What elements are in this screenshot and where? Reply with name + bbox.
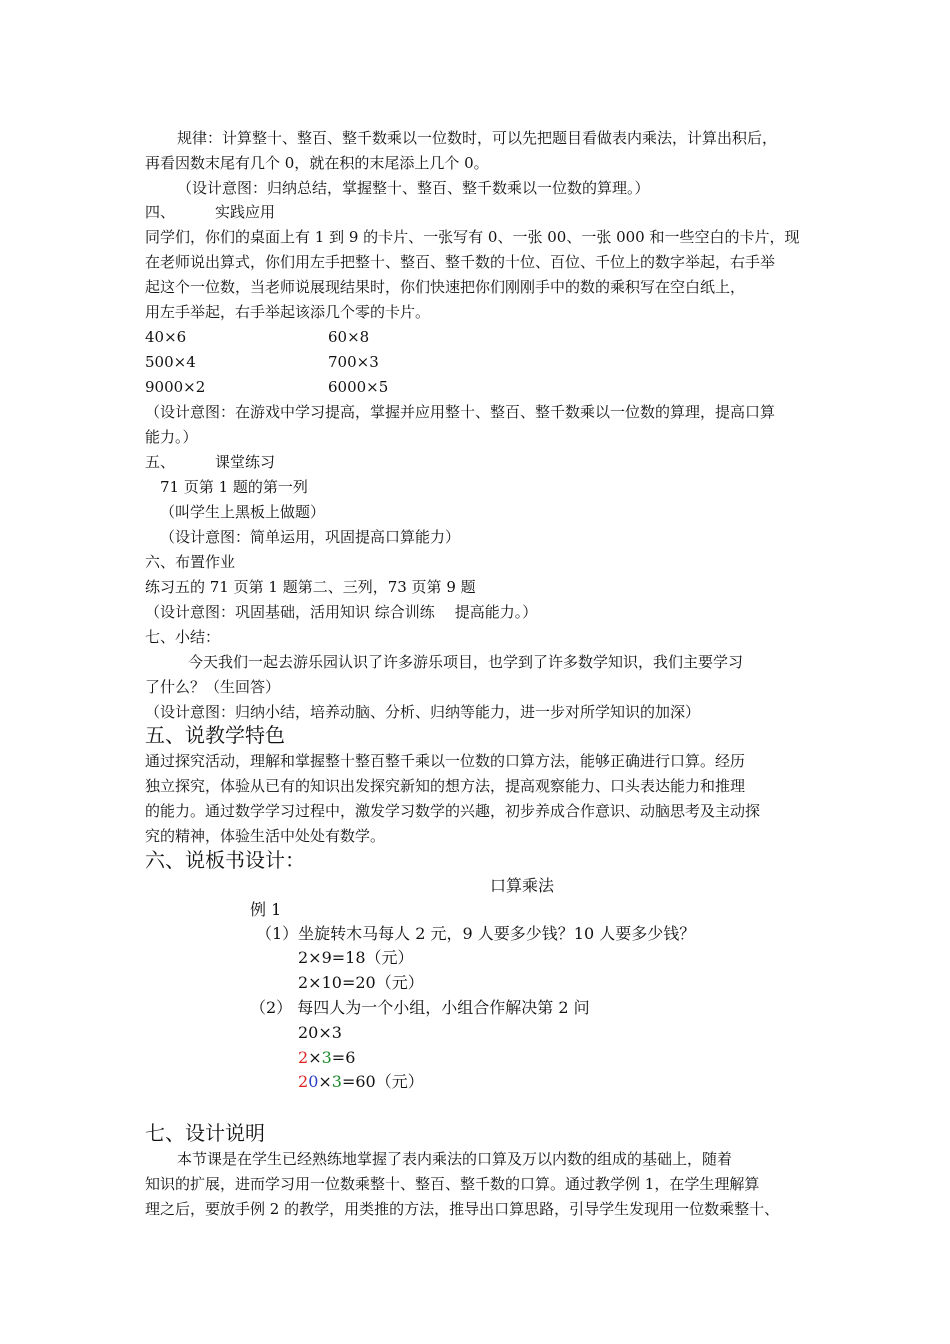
section-heading-homework: 六、布置作业 bbox=[145, 553, 236, 571]
board-title: 口算乘法 bbox=[490, 876, 555, 895]
paragraph-line: 知识的扩展，进而学习用一位数乘整十、整百、整千数的口算。通过教学例 1，在学生理解算 bbox=[145, 1175, 760, 1193]
paragraph-line: 起这个一位数，当老师说展现结果时，你们快速把你们刚刚手中的数的乘积写在空白纸上， bbox=[145, 278, 746, 296]
board-equation: 2×9=18（元） bbox=[298, 948, 414, 967]
paragraph-line: 本节课是在学生已经熟练地掌握了表内乘法的口算及万以内数的组成的基础上，随着 bbox=[177, 1150, 733, 1168]
section-title: 实践应用 bbox=[215, 203, 276, 221]
exercise: 40×6 bbox=[145, 328, 187, 346]
design-intent: （设计意图：巩固基础，活用知识 综合训练 提高能力。） bbox=[145, 603, 538, 621]
paragraph-line: 用左手举起，右手举起该添几个零的卡片。 bbox=[145, 303, 431, 321]
design-intent: 能力。） bbox=[145, 428, 198, 446]
paragraph-line: 的能力。通过数学学习过程中，激发学习数学的兴趣，初步养成合作意识、动脑思考及主动探 bbox=[145, 802, 761, 820]
summary-line: 今天我们一起去游乐园认识了许多游乐项目，也学到了许多数学知识，我们主要学习 bbox=[188, 653, 744, 671]
section-heading-practice bbox=[145, 200, 825, 224]
rule-line-2: 再看因数末尾有几个 0，就在积的末尾添上几个 0。 bbox=[145, 154, 489, 172]
paragraph-line: 通过探究活动，理解和掌握整十整百整千乘以一位数的口算方法，能够正确进行口算。经历 bbox=[145, 752, 746, 770]
heading-board-design: 六、说板书设计： bbox=[145, 848, 305, 872]
heading-design-notes: 七、设计说明 bbox=[145, 1121, 265, 1145]
section-title: 课堂练习 bbox=[215, 453, 276, 471]
board-equation-colored: 2×3=6 bbox=[298, 1048, 356, 1067]
section-heading-exercise bbox=[145, 450, 825, 474]
exercise: 500×4 bbox=[145, 353, 196, 371]
exercise-row bbox=[145, 350, 825, 374]
paragraph-line: 究的精神，体验生活中处处有数学。 bbox=[145, 827, 386, 845]
homework-line: 练习五的 71 页第 1 题第二、三列，73 页第 9 题 bbox=[145, 578, 476, 596]
paragraph-line: 独立探究，体验从已有的知识出发探究新知的想方法，提高观察能力、口头表达能力和推理 bbox=[145, 777, 746, 795]
exercise: 9000×2 bbox=[145, 378, 206, 396]
paragraph-line: 理之后，要放手例 2 的教学，用类推的方法，推导出口算思路，引导学生发现用一位数乘整十、 bbox=[145, 1200, 780, 1218]
paragraph-line: 同学们，你们的桌面上有 1 到 9 的卡片、一张写有 0、一张 00、一张 000 和一些空白的卡片，现 bbox=[145, 228, 800, 246]
heading-teaching-features: 五、说教学特色 bbox=[145, 723, 285, 747]
exercise-line: 71 页第 1 题的第一列 bbox=[160, 478, 308, 496]
board-question-1: （1）坐旋转木马每人 2 元，9 人要多少钱？10 人要多少钱？ bbox=[256, 924, 696, 943]
paragraph-line: 在老师说出算式，你们用左手把整十、整百、整千数的十位、百位、千位上的数字举起，右手举 bbox=[145, 253, 776, 271]
board-equation: 20×3 bbox=[298, 1023, 342, 1042]
rule-line-1: 规律：计算整十、整百、整千数乘以一位数时，可以先把题目看做表内乘法，计算出积后， bbox=[177, 129, 778, 147]
exercise-line: （叫学生上黑板上做题） bbox=[160, 503, 326, 521]
design-intent: （设计意图：在游戏中学习提高，掌握并应用整十、整百、整千数乘以一位数的算理，提高口算 bbox=[145, 403, 776, 421]
exercise: 700×3 bbox=[328, 353, 379, 371]
design-intent: （设计意图：简单运用，巩固提高口算能力） bbox=[160, 528, 461, 546]
board-example: 例 1 bbox=[250, 900, 282, 919]
section-number: 四、 bbox=[145, 203, 176, 221]
summary-line: 了什么？（生回答） bbox=[145, 678, 281, 696]
board-question-2: （2） 每四人为一个小组，小组合作解决第 2 问 bbox=[250, 998, 590, 1017]
exercise-row bbox=[145, 375, 825, 399]
exercise-row bbox=[145, 325, 825, 349]
design-intent: （设计意图：归纳小结，培养动脑、分析、归纳等能力，进一步对所学知识的加深） bbox=[145, 703, 701, 721]
design-intent: （设计意图：归纳总结，掌握整十、整百、整千数乘以一位数的算理。） bbox=[177, 179, 650, 197]
board-equation-colored: 20×3=60（元） bbox=[298, 1072, 424, 1091]
exercise: 6000×5 bbox=[328, 378, 389, 396]
board-equation: 2×10=20（元） bbox=[298, 973, 424, 992]
exercise: 60×8 bbox=[328, 328, 370, 346]
section-heading-summary: 七、小结： bbox=[145, 628, 221, 646]
section-number: 五、 bbox=[145, 453, 176, 471]
